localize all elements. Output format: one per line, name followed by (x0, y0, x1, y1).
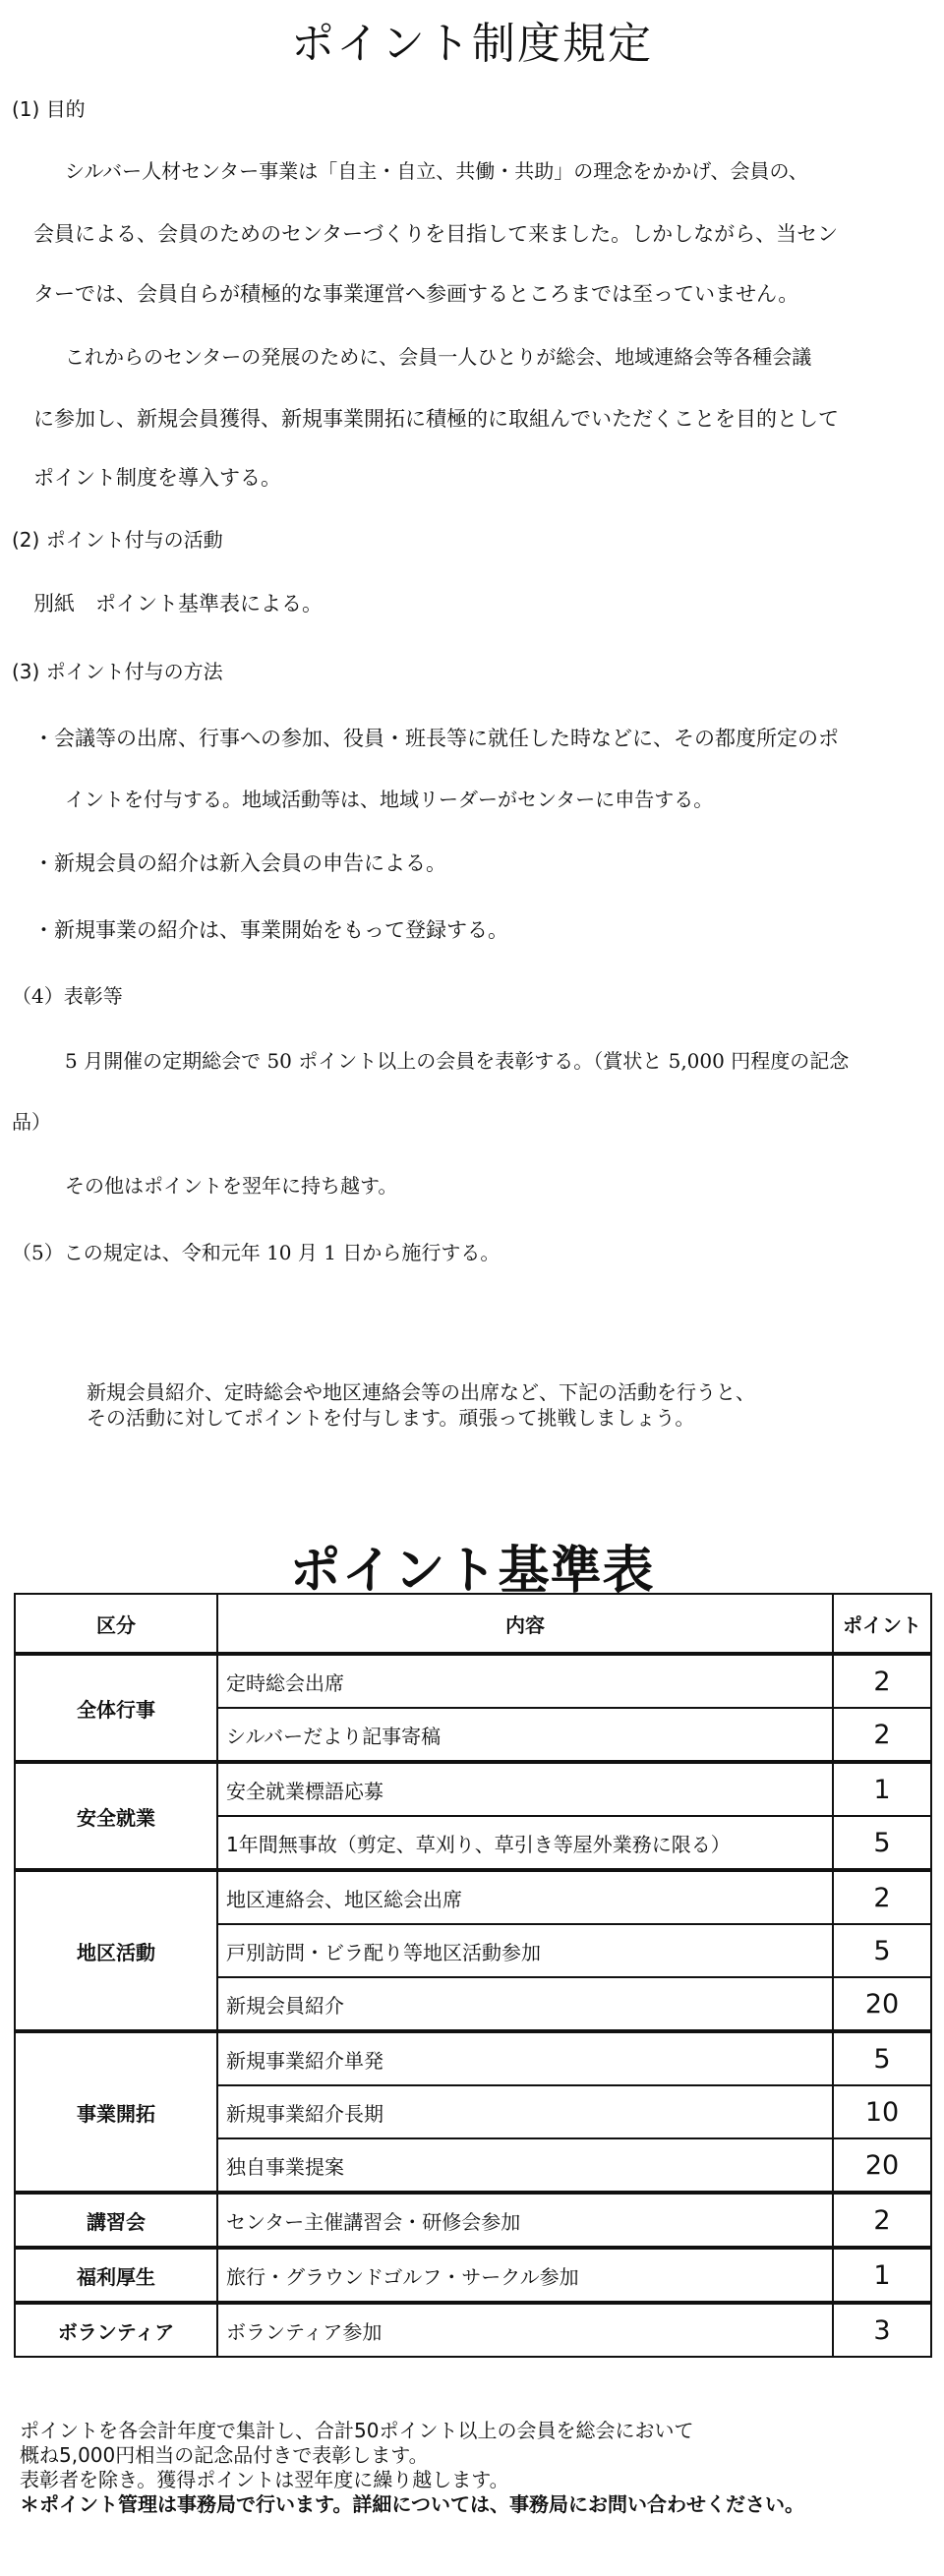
section-4-paragraph-1-line-2: 品） (12, 1110, 51, 1134)
content-cell: センター主催講習会・研修会参加 (217, 2193, 833, 2248)
section-1-paragraph-2-line-2: に参加し、新規会員獲得、新規事業開拓に積極的に取組んでいただくことを目的として (33, 407, 839, 431)
content-cell: シルバーだより記事寄稿 (217, 1708, 833, 1762)
table-header-row (15, 1594, 931, 1654)
category-cell: 地区活動 (15, 1870, 217, 2031)
category-cell: 福利厚生 (15, 2248, 217, 2303)
content-cell: 旅行・グラウンドゴルフ・サークル参加 (217, 2248, 833, 2303)
content-cell: 新規事業紹介単発 (217, 2031, 833, 2085)
category-cell: 全体行事 (15, 1654, 217, 1762)
table-row (15, 1870, 931, 1924)
content-cell: 地区連絡会、地区総会出席 (217, 1870, 833, 1924)
section-1-paragraph-1-line-3: ターでは、会員自らが積極的な事業運営へ参画するところまでは至っていません。 (33, 282, 799, 306)
section-3-bullet-3: ・新規事業の紹介は、事業開始をもって登録する。 (33, 918, 508, 942)
points-cell: 20 (833, 2138, 931, 2193)
intro-text (87, 1379, 755, 1431)
note-line-2: 概ね5,000円相当の記念品付きで表彰します。 (20, 2443, 429, 2467)
section-1-paragraph-1-line-2: 会員による、会員のためのセンターづくりを目指して来ました。しかしながら、当セン (33, 222, 839, 246)
points-cell: 3 (833, 2303, 931, 2357)
section-1-heading: (1) 目的 (12, 97, 86, 121)
section-5-effective-date: （5）この規定は、令和元年 10 月 1 日から施行する。 (12, 1241, 501, 1264)
table-row (15, 2031, 931, 2085)
points-cell: 5 (833, 1924, 931, 1977)
table-row (15, 2303, 931, 2357)
points-cell: 1 (833, 2248, 931, 2303)
section-1-paragraph-2-line-3: ポイント制度を導入する。 (33, 466, 281, 490)
section-1-paragraph-2-line-1: これからのセンターの発展のために、会員一人ひとりが総会、地域連絡会等各種会議 (65, 345, 812, 369)
content-cell: 戸別訪問・ビラ配り等地区活動参加 (217, 1924, 833, 1977)
points-cell: 5 (833, 1816, 931, 1870)
points-cell: 20 (833, 1977, 931, 2031)
content-cell: 独自事業提案 (217, 2138, 833, 2193)
points-cell: 5 (833, 2031, 931, 2085)
category-cell: ボランティア (15, 2303, 217, 2357)
intro-line-2: その活動に対してポイントを付与します。頑張って挑戦しましょう。 (87, 1406, 695, 1430)
footer-notes (20, 2419, 804, 2517)
points-cell: 10 (833, 2085, 931, 2138)
header-points: ポイント (833, 1594, 931, 1654)
section-3-heading: (3) ポイント付与の方法 (12, 660, 223, 683)
section-3-bullet-2: ・新規会員の紹介は新入会員の申告による。 (33, 851, 446, 875)
table-row (15, 2248, 931, 2303)
note-line-3: 表彰者を除き。獲得ポイントは翌年度に繰り越します。 (20, 2468, 509, 2491)
header-category: 区分 (15, 1594, 217, 1654)
note-line-4: ＊ポイント管理は事務局で行います。詳細については、事務局にお問い合わせください。 (20, 2492, 804, 2516)
points-cell: 2 (833, 1654, 931, 1708)
content-cell: 新規事業紹介長期 (217, 2085, 833, 2138)
note-line-1: ポイントを各会計年度で集計し、合計50ポイント以上の会員を総会において (20, 2419, 694, 2442)
points-cell: 1 (833, 1762, 931, 1816)
content-cell: ボランティア参加 (217, 2303, 833, 2357)
page-title: ポイント制度規定 (291, 19, 653, 69)
section-1-paragraph-1-line-1: シルバー人材センター事業は「自主・自立、共働・共助」の理念をかかげ、会員の、 (65, 159, 808, 183)
table-row (15, 2193, 931, 2248)
point-standard-table (14, 1593, 932, 2358)
table-row (15, 1654, 931, 1708)
content-cell: 1年間無事故（剪定、草刈り、草引き等屋外業務に限る） (217, 1816, 833, 1870)
section-2-body: 別紙 ポイント基準表による。 (33, 592, 323, 615)
category-cell: 講習会 (15, 2193, 217, 2248)
section-4-heading: （4）表彰等 (12, 984, 123, 1008)
content-cell: 新規会員紹介 (217, 1977, 833, 2031)
section-3-bullet-1-line-2: イントを付与する。地域活動等は、地域リーダーがセンターに申告する。 (65, 788, 714, 811)
table-title: ポイント基準表 (289, 1542, 655, 1601)
points-cell: 2 (833, 2193, 931, 2248)
header-content: 内容 (217, 1594, 833, 1654)
content-cell: 安全就業標語応募 (217, 1762, 833, 1816)
points-cell: 2 (833, 1870, 931, 1924)
section-3-bullet-1-line-1: ・会議等の出席、行事への参加、役員・班長等に就任した時などに、その都度所定のポ (33, 727, 839, 750)
section-4-paragraph-1-line-1: 5 月開催の定期総会で 50 ポイント以上の会員を表彰する。（賞状と 5,000 円程度の記念 (65, 1049, 850, 1073)
category-cell: 事業開拓 (15, 2031, 217, 2193)
points-cell: 2 (833, 1708, 931, 1762)
section-4-paragraph-2: その他はポイントを翌年に持ち越す。 (65, 1174, 398, 1198)
intro-line-1: 新規会員紹介、定時総会や地区連絡会等の出席など、下記の活動を行うと、 (87, 1380, 755, 1404)
content-cell: 定時総会出席 (217, 1654, 833, 1708)
table-row (15, 1762, 931, 1816)
section-2-heading: (2) ポイント付与の活動 (12, 528, 223, 552)
category-cell: 安全就業 (15, 1762, 217, 1870)
